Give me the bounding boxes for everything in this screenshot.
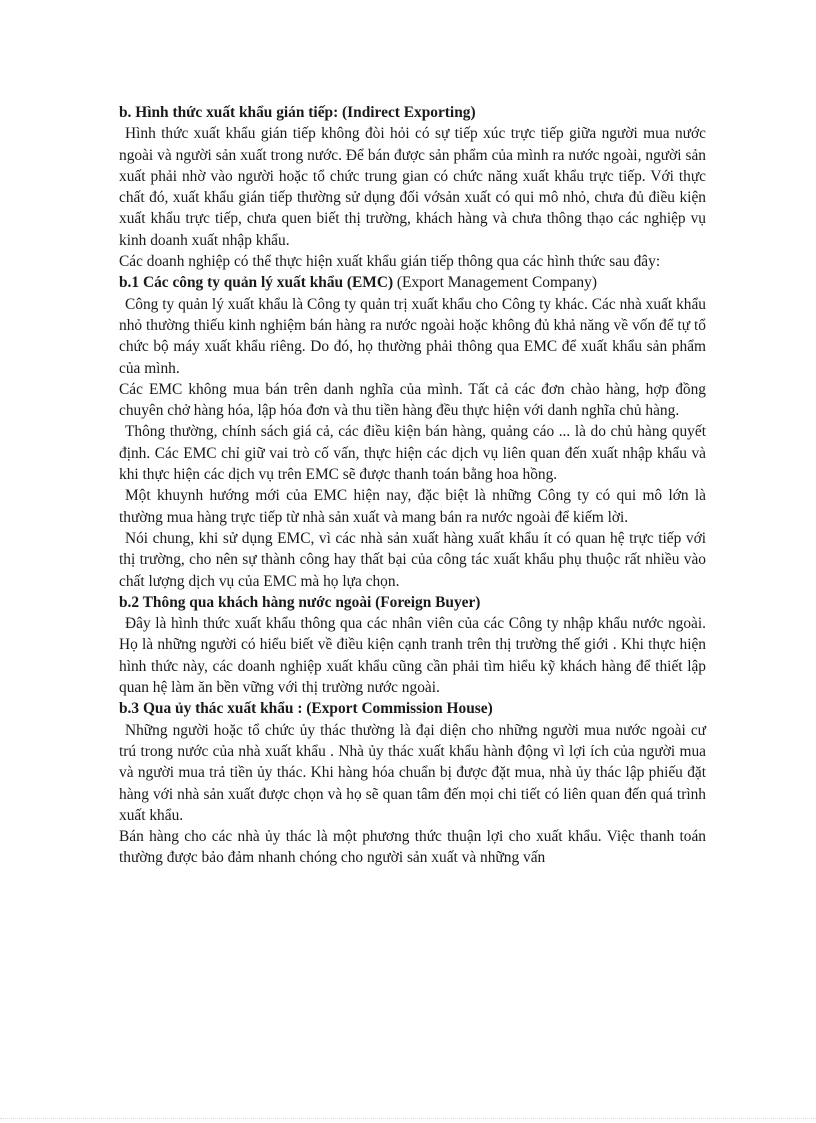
- section-heading-b2: b.2 Thông qua khách hàng nước ngoài (Foreign Buyer): [119, 593, 481, 611]
- section-heading-b1-bold: b.1 Các công ty quản lý xuất khẩu (EMC): [119, 274, 394, 292]
- section-heading-b1: [119, 272, 706, 293]
- paragraph: Các doanh nghiệp có thể thực hiện xuất khẩu gián tiếp thông qua các hình thức sau đây:: [119, 253, 661, 271]
- paragraph: Đây là hình thức xuất khẩu thông qua các nhân viên của các Công ty nhập khẩu nước ngoài. Họ là những người có hiểu biết về điều kiện cạnh tranh trên thị trường thế giới . Khi thực hiện hình thức này, các doanh nghiệp xuất khẩu cũng cần phải tìm hiểu kỹ khách hàng để thiết lập quan hệ làm ăn bền vững với thị trường nước ngoài.: [119, 615, 706, 697]
- paragraph: Thông thường, chính sách giá cả, các điều kiện bán hàng, quảng cáo ... là do chủ hàng quyết định. Các EMC chỉ giữ vai trò cố vấn, thực hiện các dịch vụ liên quan đến xuất nhập khẩu và khi thực hiện các dịch vụ trên EMC sẽ được thanh toán bằng hoa hồng.: [119, 423, 706, 484]
- section-heading-b: b. Hình thức xuất khẩu gián tiếp: (Indirect Exporting): [119, 104, 476, 121]
- paragraph: Bán hàng cho các nhà ủy thác là một phương thức thuận lợi cho xuất khẩu. Việc thanh toán thường được bảo đảm nhanh chóng cho người sản xuất và những vấn: [119, 828, 706, 867]
- paragraph: Các EMC không mua bán trên danh nghĩa của mình. Tất cả các đơn chào hàng, hợp đồng chuyên chở hàng hóa, lập hóa đơn và thu tiền hàng đều thực hiện với danh nghĩa chủ hàng.: [119, 380, 706, 420]
- page-bottom-divider: [0, 1118, 816, 1119]
- paragraph: Hình thức xuất khẩu gián tiếp không đòi hỏi có sự tiếp xúc trực tiếp giữa người mua nước ngoài và người sản xuất trong nước. Để bán được sản phẩm của mình ra nước ngoài, người sản xuất phải nhờ vào người hoặc tổ chức trung gian có chức năng xuất khẩu trực tiếp. Với thực chất đó, xuất khẩu gián tiếp thường sử dụng đối vớsản xuất có qui mô nhỏ, chưa đủ điều kiện xuất khẩu trực tiếp, chưa quen biết thị trường, khách hàng và chưa thông thạo các nghiệp vụ kinh doanh xuất nhập khẩu.: [119, 125, 706, 249]
- paragraph: Nói chung, khi sử dụng EMC, vì các nhà sản xuất hàng xuất khẩu ít có quan hệ trực tiếp với thị trường, cho nên sự thành công hay thất bại của công tác xuất khẩu phụ thuộc rất nhiều vào chất lượng dịch vụ của EMC mà họ lựa chọn.: [119, 529, 706, 590]
- document-body: [119, 102, 706, 869]
- paragraph: Một khuynh hướng mới của EMC hiện nay, đặc biệt là những Công ty có qui mô lớn là thường mua hàng trực tiếp từ nhà sản xuất và mang bán ra nước ngoài để kiếm lời.: [119, 487, 706, 526]
- section-heading-b1-rest: (Export Management Company): [393, 274, 597, 292]
- section-heading-b3: b.3 Qua ủy thác xuất khẩu : (Export Commission House): [119, 700, 493, 718]
- paragraph: Công ty quản lý xuất khẩu là Công ty quản trị xuất khẩu cho Công ty khác. Các nhà xuất khẩu nhỏ thường thiếu kinh nghiệm bán hàng ra nước ngoài hoặc không đủ khả năng về vốn để tự tổ chức bộ máy xuất khẩu riêng. Do đó, họ thường phải thông qua EMC để xuất khẩu sản phẩm của mình.: [119, 295, 706, 377]
- paragraph: Những người hoặc tổ chức ủy thác thường là đại diện cho những người mua nước ngoài cư trú trong nước của nhà xuất khẩu . Nhà ủy thác xuất khẩu hành động vì lợi ích của người mua và người mua trả tiền ủy thác. Khi hàng hóa chuẩn bị được đặt mua, nhà ủy thác lập phiếu đặt hàng với nhà sản xuất được chọn và họ sẽ quan tâm đến mọi chi tiết có liên quan đến quá trình xuất khẩu.: [119, 721, 706, 824]
